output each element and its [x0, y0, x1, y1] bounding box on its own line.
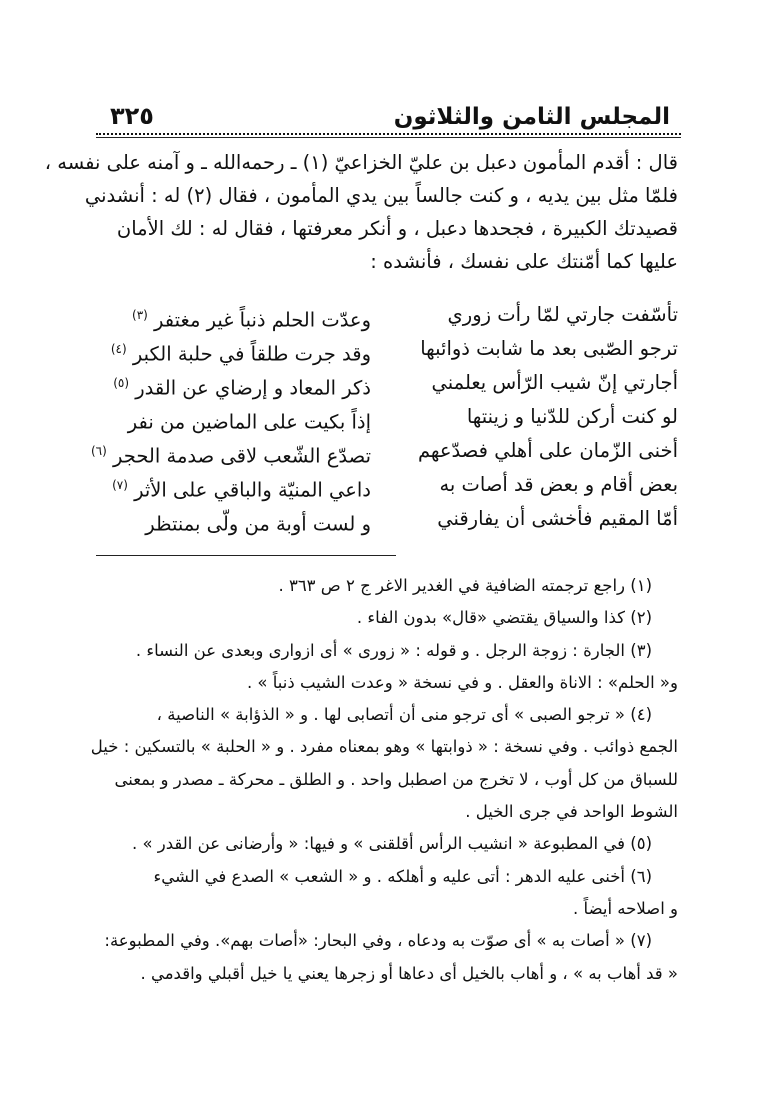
page-number: ٣٢٥	[110, 102, 154, 130]
chapter-title: المجلس الثامن والثلاثون	[393, 104, 670, 130]
verse-second-hemistich: تصدّع الشّعب لاقى صدمة الحجر $^{(٦)}$	[90, 444, 371, 468]
body-line: قصيدتك الكبيرة ، فجحدها دعبل ، و أنكر معرفتها ، فقال له : لك الأمان	[116, 217, 678, 240]
footnote-marker: (٤)	[110, 342, 127, 356]
verse-first-hemistich: أمّا المقيم فأخشى أن يفارقني	[437, 507, 678, 530]
body-paragraph	[44, 146, 678, 278]
verse-second-hemistich: داعي المنيّة والباقي على الأثر $^{(٧)}$	[112, 478, 371, 502]
footnote: (٣) الجارة : زوجة الرجل . و قوله : « زورى » أى ازوارى وبعدى عن النساء .	[135, 640, 652, 660]
verse-second-hemistich: إذاً بكيت على الماضين من نفر	[127, 410, 371, 434]
footnote-continuation: للسباق من كل أوب ، لا تخرج من اصطبل واحد . و الطلق ـ محركة ـ مصدر و بمعنى	[114, 769, 678, 789]
poem-verse	[96, 400, 678, 434]
poem-verse	[90, 434, 678, 468]
footnote-marker: (٣)	[132, 308, 148, 322]
verse-second-hemistich: ذكر المعاد و إرضاي عن القدر $^{(٥)}$	[113, 376, 371, 400]
footnote-separator	[96, 555, 396, 556]
footnote: (٦) أخنى عليه الدهر : أتى عليه و أهلكه . و « الشعب » الصدع في الشيء	[153, 866, 652, 886]
footnote-marker: (٦)	[90, 444, 107, 458]
footnote-continuation: و اصلاحه أيضاً .	[573, 898, 678, 918]
poem-verse	[96, 468, 678, 502]
footnote-marker: (٧)	[112, 478, 128, 492]
footnote-continuation: « قد أهاب به » ، و أهاب بالخيل أى دعاها أو زجرها يعني يا خيل أقبلي واقدمي .	[140, 963, 678, 983]
footnote-marker: (٥)	[113, 376, 130, 390]
poem-verse	[96, 332, 678, 366]
body-line: عليها كما أمّنتك على نفسك ، فأنشده :	[370, 250, 678, 273]
verse-second-hemistich: و لست أوبة من ولّى بمنتظر	[145, 512, 371, 536]
poem-verse	[96, 366, 678, 400]
poem-verse	[96, 298, 678, 332]
verse-second-hemistich: وعدّت الحلم ذنباً غير مغتفر $^{(٣)}$	[132, 308, 371, 332]
poem	[90, 298, 678, 536]
header-dotted-rule	[96, 133, 681, 135]
footnote-continuation: الشوط الواحد في جرى الخيل .	[465, 802, 678, 822]
verse-second-hemistich: وقد جرت طلقاً في حلبة الكبر $^{(٤)}$	[110, 342, 371, 366]
footnote: (١) راجع ترجمته الضافية في الغدير الاغر ج ٢ ص ٣٦٣ .	[278, 576, 652, 595]
verse-first-hemistich: بعض أقام و بعض قد أصات به	[439, 473, 678, 496]
footnote: (٥) في المطبوعة « انشيب الرأس أقلقنى » و فيها: « وأرضانى عن القدر » .	[131, 834, 652, 854]
footnote-continuation: و« الحلم» : الاناة والعقل . و في نسخة « وعدت الشيب ذنباً » .	[246, 672, 678, 692]
verse-first-hemistich: لو كنت أركن للدّنيا و زينتها	[466, 405, 678, 428]
poem-verse	[96, 502, 678, 536]
footnote: (٢) كذا والسياق يقتضي «قال» بدون الفاء .	[356, 608, 652, 628]
running-header	[110, 88, 670, 130]
header-rule	[96, 137, 681, 138]
verse-first-hemistich: ترجو الصّبى بعد ما شابت ذوائبها	[420, 337, 678, 360]
footnote: (٤) « ترجو الصبى » أى ترجو منى أن أتصابى لها . و « الذؤابة » الناصية ،	[156, 705, 652, 725]
footnote-continuation: الجمع ذوائب . وفي نسخة : « ذوابتها » وهو بمعناه مفرد . و « الحلبة » بالتسكين : خيل	[90, 737, 678, 757]
verse-first-hemistich: أجارتي إنّ شيب الرّأس يعلمني	[431, 371, 678, 394]
verse-first-hemistich: تأسّفت جارتي لمّا رأت زوري	[447, 303, 678, 326]
body-line: فلمّا مثل بين يديه ، و كنت جالساً بين يدي المأمون ، فقال (٢) له : أنشدني	[84, 184, 678, 207]
verse-first-hemistich: أخنى الزّمان على أهلي فصدّعهم	[417, 439, 678, 462]
footnotes	[90, 570, 678, 990]
body-line: قال : أقدم المأمون دعبل بن عليّ الخزاعيّ (١) ـ رحمه‌الله ـ و آمنه على نفسه ،	[44, 151, 678, 174]
footnote: (٧) « أصات به » أى صوّت به ودعاه ، وفي البحار: «أصات بهم». وفي المطبوعة:	[104, 931, 652, 951]
